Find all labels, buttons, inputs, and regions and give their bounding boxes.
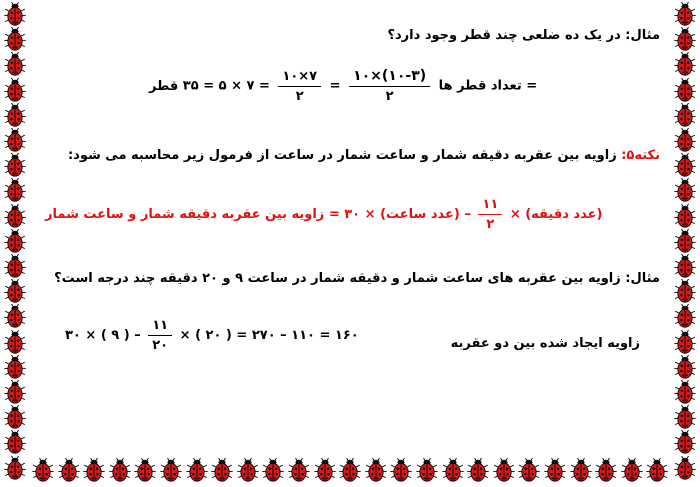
example1-result: = ۷ × ۵ = ۳۵ <box>182 78 270 94</box>
example1-count-label: = تعداد قطر ها <box>438 78 538 94</box>
ladybug-icon <box>339 458 361 487</box>
example1-fraction-1-denominator: ۲ <box>385 89 394 104</box>
ladybug-icon <box>442 458 464 487</box>
ladybug-icon <box>390 458 412 487</box>
example1-fraction-1 <box>349 68 430 104</box>
example1-fraction-1-numerator: ۱۰×(۱۰-۳) <box>349 68 430 87</box>
example1-equals: = <box>329 78 341 94</box>
ladybug-icon <box>211 458 233 487</box>
example2-fraction <box>148 318 172 353</box>
example1-fraction-2-numerator: ۱۰×۷ <box>278 69 321 87</box>
example1-fraction-2-denominator: ۲ <box>295 88 304 104</box>
ladybug-border-bottom <box>30 455 670 485</box>
formula-fraction-numerator: ۱۱ <box>478 197 502 215</box>
ladybug-icon <box>467 458 489 487</box>
example2-fraction-numerator: ۱۱ <box>148 318 172 336</box>
ladybug-border-left <box>0 0 30 485</box>
example2-expr-left: ۳۰ × ( ۹ ) – <box>65 328 141 343</box>
ladybug-icon <box>595 458 617 487</box>
ladybug-icon <box>544 458 566 487</box>
ladybug-border-right <box>670 0 700 485</box>
ladybug-icon <box>109 458 131 487</box>
ladybug-icon <box>416 458 438 487</box>
ladybug-icon <box>32 458 54 487</box>
angle-formula <box>45 197 602 232</box>
ladybug-icon <box>58 458 80 487</box>
ladybug-icon <box>262 458 284 487</box>
ladybug-icon <box>186 458 208 487</box>
ladybug-icon <box>288 458 310 487</box>
ladybug-icon <box>160 458 182 487</box>
ladybug-icon <box>314 458 336 487</box>
ladybug-icon <box>646 458 668 487</box>
note5-label: نکته۵: <box>621 148 660 163</box>
ladybug-icon <box>570 458 592 487</box>
ladybug-icon <box>237 458 259 487</box>
ladybug-icon <box>4 456 26 485</box>
ladybug-icon <box>621 458 643 487</box>
example1-equation <box>135 68 537 104</box>
example2-equation <box>65 318 359 353</box>
example1-fraction-2 <box>278 69 321 104</box>
formula-rest: – (عدد ساعت) × ۳۰ = زاویه بین عقربه دقیقه شمار و ساعت شمار <box>45 207 471 222</box>
example1-question: مثال: در یک ده ضلعی چند قطر وجود دارد؟ <box>387 28 660 43</box>
formula-fraction <box>478 197 502 232</box>
example1-result-unit: قطر <box>149 78 179 94</box>
ladybug-icon <box>83 458 105 487</box>
ladybug-icon <box>518 458 540 487</box>
ladybug-icon <box>365 458 387 487</box>
worksheet-content <box>40 0 660 455</box>
note5-line <box>68 148 660 163</box>
ladybug-icon <box>674 456 696 485</box>
formula-minute-term: (عدد دقیقه) × <box>509 207 603 222</box>
example2-fraction-denominator: ۲۰ <box>152 338 169 353</box>
example2-question: مثال: زاویه بین عقربه های ساعت شمار و دقیقه شمار در ساعت ۹ و ۲۰ دقیقه چند درجه است؟ <box>54 271 660 286</box>
ladybug-icon <box>493 458 515 487</box>
formula-fraction-denominator: ۲ <box>486 217 495 232</box>
example2-expr-right: × ( ۲۰ ) = ۲۷۰ – ۱۱۰ = ۱۶۰ <box>179 328 359 343</box>
example2-label: زاویه ایجاد شده بین دو عقربه <box>450 336 640 351</box>
note5-text: زاویه بین عقربه دقیقه شمار و ساعت شمار در ساعت از فرمول زیر محاسبه می شود: <box>67 148 617 163</box>
ladybug-icon <box>134 458 156 487</box>
